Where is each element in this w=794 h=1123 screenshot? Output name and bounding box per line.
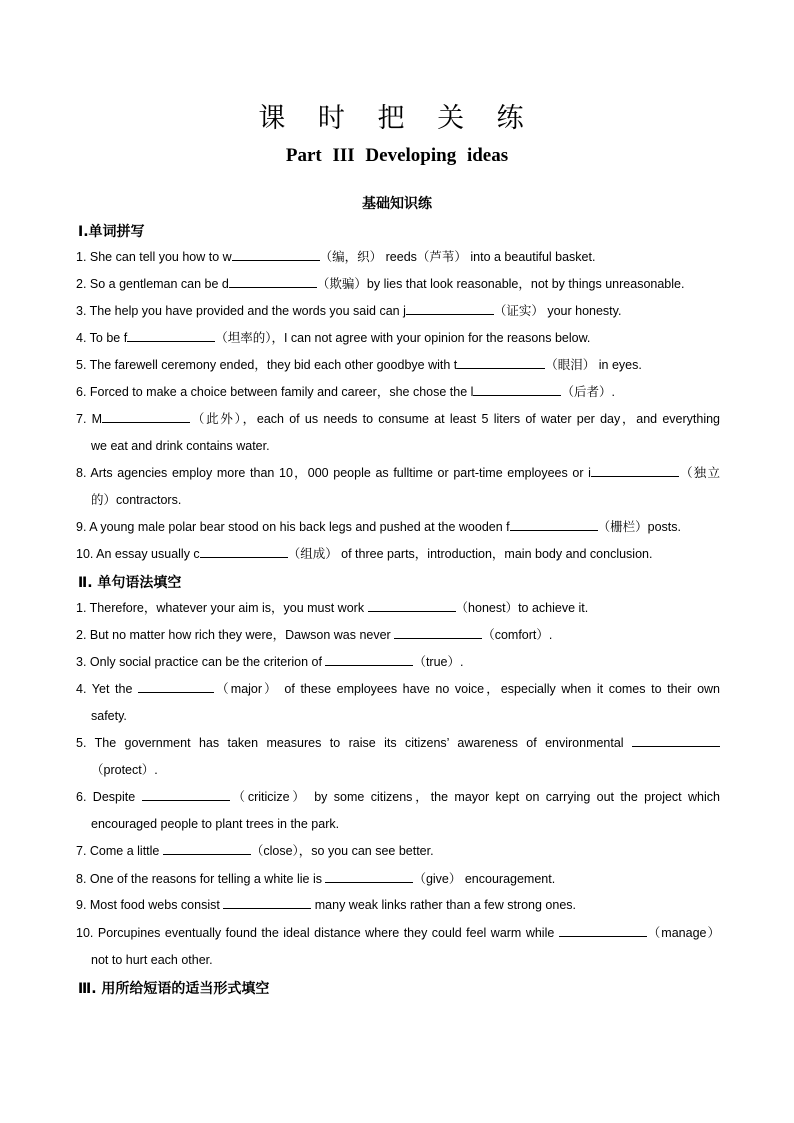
answer-blank[interactable] — [142, 788, 230, 801]
answer-blank[interactable] — [102, 410, 190, 423]
answer-blank[interactable] — [394, 626, 482, 639]
list-item: 3. The help you have provided and the words you said can j （证实） your honesty. — [76, 304, 622, 318]
answer-blank[interactable] — [632, 734, 720, 747]
answer-blank[interactable] — [200, 545, 288, 558]
answer-blank[interactable] — [591, 464, 679, 477]
part1-heading: Ⅰ.单词拼写 — [78, 224, 145, 240]
list-item: 4. Yet the （major） of these employees have no voice，especially when it comes to their own — [76, 682, 720, 696]
part3-heading: Ⅲ. 用所给短语的适当形式填空 — [78, 981, 270, 997]
list-item: 6. Despite （criticize） by some citizens，the mayor kept on carrying out the project which — [76, 790, 720, 804]
list-item-continuation: 的）contractors. — [91, 493, 182, 507]
list-item: 2. But no matter how rich they were，Dawson was never （comfort）. — [76, 628, 553, 642]
answer-blank[interactable] — [473, 383, 561, 396]
list-item-continuation: we eat and drink contains water. — [91, 439, 270, 453]
answer-blank[interactable] — [229, 275, 317, 288]
list-item: 3. Only social practice can be the criterion of （true）. — [76, 655, 464, 669]
list-item: 10. An essay usually c （组成） of three parts，introduction，main body and conclusion. — [76, 547, 653, 561]
list-item: 5. The farewell ceremony ended，they bid each other goodbye with t （眼泪） in eyes. — [76, 358, 642, 372]
list-item-continuation: （protect）. — [91, 763, 158, 777]
answer-blank[interactable] — [325, 653, 413, 666]
answer-blank[interactable] — [406, 302, 494, 315]
answer-blank[interactable] — [127, 329, 215, 342]
list-item: 4. To be f （坦率的），I can not agree with your opinion for the reasons below. — [76, 331, 591, 345]
list-item: 1. Therefore，whatever your aim is，you must work （honest）to achieve it. — [76, 601, 589, 615]
list-item: 6. Forced to make a choice between family and career，she chose the l （后者）. — [76, 385, 615, 399]
part2-heading: Ⅱ. 单句语法填空 — [78, 575, 182, 591]
answer-blank[interactable] — [368, 599, 456, 612]
section-title: 基础知识练 — [362, 196, 432, 212]
answer-blank[interactable] — [510, 518, 598, 531]
answer-blank[interactable] — [138, 680, 214, 693]
answer-blank[interactable] — [457, 356, 545, 369]
list-item: 10. Porcupines eventually found the ideal distance where they could feel warm while （manage） — [76, 926, 720, 940]
answer-blank[interactable] — [163, 842, 251, 855]
list-item-continuation: not to hurt each other. — [91, 953, 213, 967]
answer-blank[interactable] — [223, 896, 311, 909]
list-item: 2. So a gentleman can be d （欺骗）by lies that look reasonable，not by things unreasonable. — [76, 277, 685, 291]
answer-blank[interactable] — [232, 248, 320, 261]
answer-blank[interactable] — [559, 924, 647, 937]
list-item: 9. A young male polar bear stood on his back legs and pushed at the wooden f （栅栏）posts. — [76, 520, 681, 534]
list-item: 8. Arts agencies employ more than 10，000 people as fulltime or part-time employees or i （独立 — [76, 466, 720, 480]
list-item: 5. The government has taken measures to raise its citizens’ awareness of environmental — [76, 734, 720, 752]
list-item: 9. Most food webs consist many weak links rather than a few strong ones. — [76, 898, 577, 912]
list-item: 7. Come a little （close），so you can see better. — [76, 844, 434, 858]
list-item: 8. One of the reasons for telling a white lie is （give） encouragement. — [76, 872, 556, 886]
page-title: 课 时 把 关 练 — [258, 103, 536, 134]
list-item: 1. She can tell you how to w （编，织） reeds（芦苇） into a beautiful basket. — [76, 250, 596, 264]
list-item-continuation: encouraged people to plant trees in the park. — [91, 817, 340, 831]
list-item: 7. M （此外），each of us needs to consume at least 5 liters of water per day，and everything — [76, 412, 721, 426]
list-item-continuation: safety. — [91, 709, 127, 723]
answer-blank[interactable] — [325, 870, 413, 883]
page-subtitle: Part III Developing ideas — [285, 145, 509, 166]
